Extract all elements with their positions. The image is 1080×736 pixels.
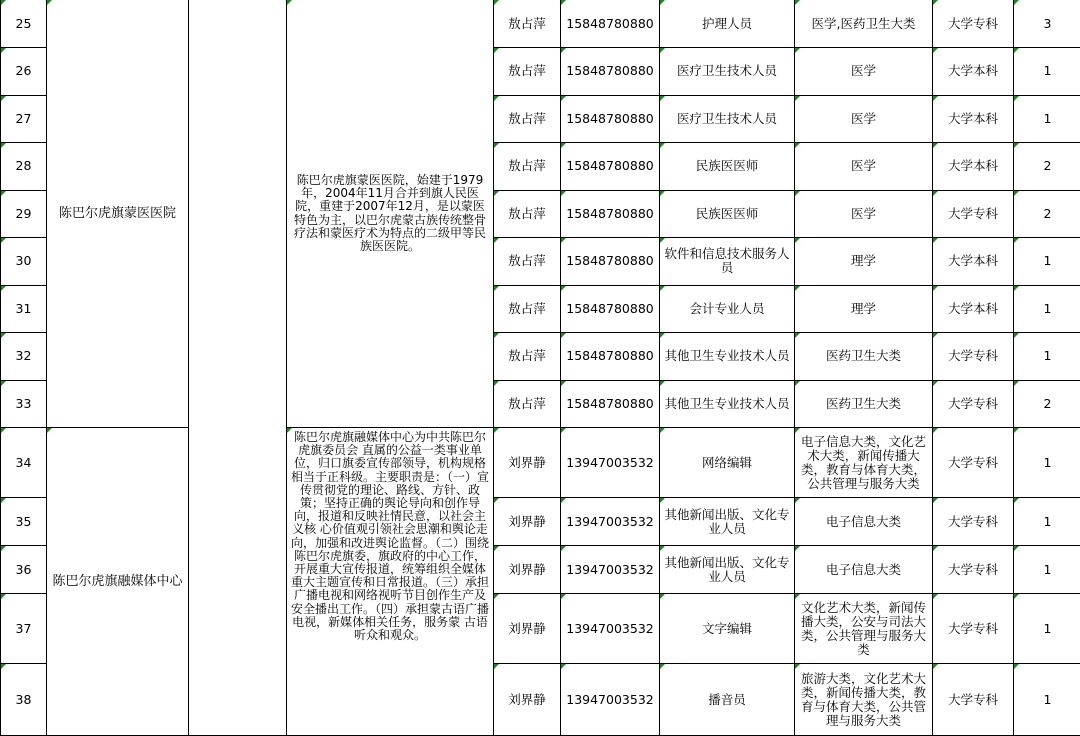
unit-name-media-center: 陈巴尔虎旗融媒体中心 <box>47 428 189 736</box>
contact-phone: 15848780880 <box>561 333 660 381</box>
position-name: 会计专业人员 <box>660 285 795 333</box>
row-number: 35 <box>1 498 47 546</box>
hiring-count: 2 <box>1014 143 1080 191</box>
education-requirement: 大学专科 <box>933 190 1014 238</box>
row-number: 38 <box>1 664 47 736</box>
row-number: 27 <box>1 95 47 143</box>
major-requirement: 理学 <box>795 238 933 286</box>
row-number: 25 <box>1 0 47 48</box>
contact-person: 刘界静 <box>494 546 561 594</box>
contact-phone: 15848780880 <box>561 238 660 286</box>
hiring-count: 1 <box>1014 594 1080 664</box>
contact-person: 敖占萍 <box>494 95 561 143</box>
contact-phone: 15848780880 <box>561 0 660 48</box>
row-number: 32 <box>1 333 47 381</box>
education-requirement: 大学专科 <box>933 0 1014 48</box>
contact-person: 刘界静 <box>494 498 561 546</box>
position-name: 民族医医师 <box>660 143 795 191</box>
contact-person: 刘界静 <box>494 594 561 664</box>
major-requirement: 电子信息大类，文化艺术大类，新闻传播大类，教育与体育大类，公共管理与服务大类 <box>795 428 933 498</box>
contact-person: 刘界静 <box>494 664 561 736</box>
hiring-count: 2 <box>1014 190 1080 238</box>
row-number: 26 <box>1 48 47 96</box>
contact-person: 敖占萍 <box>494 190 561 238</box>
major-requirement: 医学 <box>795 95 933 143</box>
position-name: 网络编辑 <box>660 428 795 498</box>
table-row <box>1 0 1080 48</box>
education-requirement: 大学本科 <box>933 285 1014 333</box>
education-requirement: 大学专科 <box>933 380 1014 428</box>
position-name: 医疗卫生技术人员 <box>660 48 795 96</box>
unit-name-mongolian-hospital: 陈巴尔虎旗蒙医医院 <box>47 0 189 428</box>
hiring-count: 1 <box>1014 664 1080 736</box>
row-number: 31 <box>1 285 47 333</box>
education-requirement: 大学专科 <box>933 428 1014 498</box>
position-name: 护理人员 <box>660 0 795 48</box>
position-name: 民族医医师 <box>660 190 795 238</box>
row-number: 33 <box>1 380 47 428</box>
contact-phone: 15848780880 <box>561 48 660 96</box>
contact-phone: 13947003532 <box>561 498 660 546</box>
contact-person: 敖占萍 <box>494 143 561 191</box>
contact-phone: 13947003532 <box>561 594 660 664</box>
major-requirement: 医学 <box>795 143 933 191</box>
hiring-count: 1 <box>1014 285 1080 333</box>
hiring-count: 1 <box>1014 48 1080 96</box>
row-number: 36 <box>1 546 47 594</box>
table-row <box>1 428 1080 498</box>
contact-person: 敖占萍 <box>494 238 561 286</box>
position-name: 其他新闻出版、文化专业人员 <box>660 546 795 594</box>
row-number: 28 <box>1 143 47 191</box>
contact-phone: 15848780880 <box>561 95 660 143</box>
hiring-count: 1 <box>1014 498 1080 546</box>
hiring-count: 1 <box>1014 95 1080 143</box>
row-number: 37 <box>1 594 47 664</box>
education-requirement: 大学专科 <box>933 594 1014 664</box>
major-requirement: 文化艺术大类，新闻传播大类，公安与司法大类，公共管理与服务大类 <box>795 594 933 664</box>
major-requirement: 医药卫生大类 <box>795 380 933 428</box>
contact-person: 敖占萍 <box>494 333 561 381</box>
contact-phone: 13947003532 <box>561 546 660 594</box>
major-requirement: 电子信息大类 <box>795 498 933 546</box>
contact-phone: 15848780880 <box>561 143 660 191</box>
contact-phone: 13947003532 <box>561 664 660 736</box>
position-name: 文字编辑 <box>660 594 795 664</box>
row-number: 34 <box>1 428 47 498</box>
contact-person: 敖占萍 <box>494 0 561 48</box>
hiring-count: 3 <box>1014 0 1080 48</box>
contact-phone: 13947003532 <box>561 428 660 498</box>
major-requirement: 医药卫生大类 <box>795 333 933 381</box>
hiring-count: 1 <box>1014 428 1080 498</box>
position-name: 其他卫生专业技术人员 <box>660 380 795 428</box>
major-requirement: 电子信息大类 <box>795 546 933 594</box>
contact-phone: 15848780880 <box>561 285 660 333</box>
position-name: 医疗卫生技术人员 <box>660 95 795 143</box>
blank-column-cell <box>189 0 287 736</box>
contact-phone: 15848780880 <box>561 380 660 428</box>
major-requirement: 理学 <box>795 285 933 333</box>
education-requirement: 大学专科 <box>933 546 1014 594</box>
major-requirement: 医学,医药卫生大类 <box>795 0 933 48</box>
education-requirement: 大学专科 <box>933 333 1014 381</box>
contact-person: 敖占萍 <box>494 285 561 333</box>
hiring-count: 1 <box>1014 546 1080 594</box>
position-name: 软件和信息技术服务人员 <box>660 238 795 286</box>
education-requirement: 大学本科 <box>933 238 1014 286</box>
contact-person: 敖占萍 <box>494 380 561 428</box>
education-requirement: 大学本科 <box>933 95 1014 143</box>
position-name: 播音员 <box>660 664 795 736</box>
major-requirement: 医学 <box>795 190 933 238</box>
unit-description-mongolian-hospital: 陈巴尔虎旗蒙医医院，始建于1979年，2004年11月合并到旗人民医院，重建于2007年12月，是以蒙医特色为主，以巴尔虎蒙古族传统整骨疗法和蒙医疗术为特点的二级甲等民族医医院。 <box>287 0 494 428</box>
major-requirement: 医学 <box>795 48 933 96</box>
education-requirement: 大学本科 <box>933 143 1014 191</box>
hiring-count: 2 <box>1014 380 1080 428</box>
contact-person: 刘界静 <box>494 428 561 498</box>
education-requirement: 大学专科 <box>933 664 1014 736</box>
major-requirement: 旅游大类，文化艺术大类，新闻传播大类，教育与体育大类，公共管理与服务大类 <box>795 664 933 736</box>
contact-person: 敖占萍 <box>494 48 561 96</box>
position-name: 其他卫生专业技术人员 <box>660 333 795 381</box>
row-number: 30 <box>1 238 47 286</box>
unit-description-media-center: 陈巴尔虎旗融媒体中心为中共陈巴尔虎旗委员会 直属的公益一类事业单位，归口旗委宣传部领导，机构规格相当于正科级。主要职责是：（一）宣传贯彻党的理论、路线、方针、政策；坚持正确的舆论导向和创作导向，报道和反映社情民意，以社会主义核 心价值观引领社会思潮和舆论走向，加强和改进舆论监督。（二）围绕陈巴尔虎旗委，旗政府的中心工作，开展重大宣传报道，统筹组织全媒体重大主题宣传和日常报道。（三）承担广播电视和网络视听节目创作生产及安全播出工作。（四）承担蒙古语广播电视，新媒体相关任务，服务蒙 古语听众和观众。 <box>287 428 494 736</box>
contact-phone: 15848780880 <box>561 190 660 238</box>
position-name: 其他新闻出版、文化专业人员 <box>660 498 795 546</box>
education-requirement: 大学专科 <box>933 498 1014 546</box>
hiring-count: 1 <box>1014 238 1080 286</box>
row-number: 29 <box>1 190 47 238</box>
hiring-count: 1 <box>1014 333 1080 381</box>
education-requirement: 大学本科 <box>933 48 1014 96</box>
